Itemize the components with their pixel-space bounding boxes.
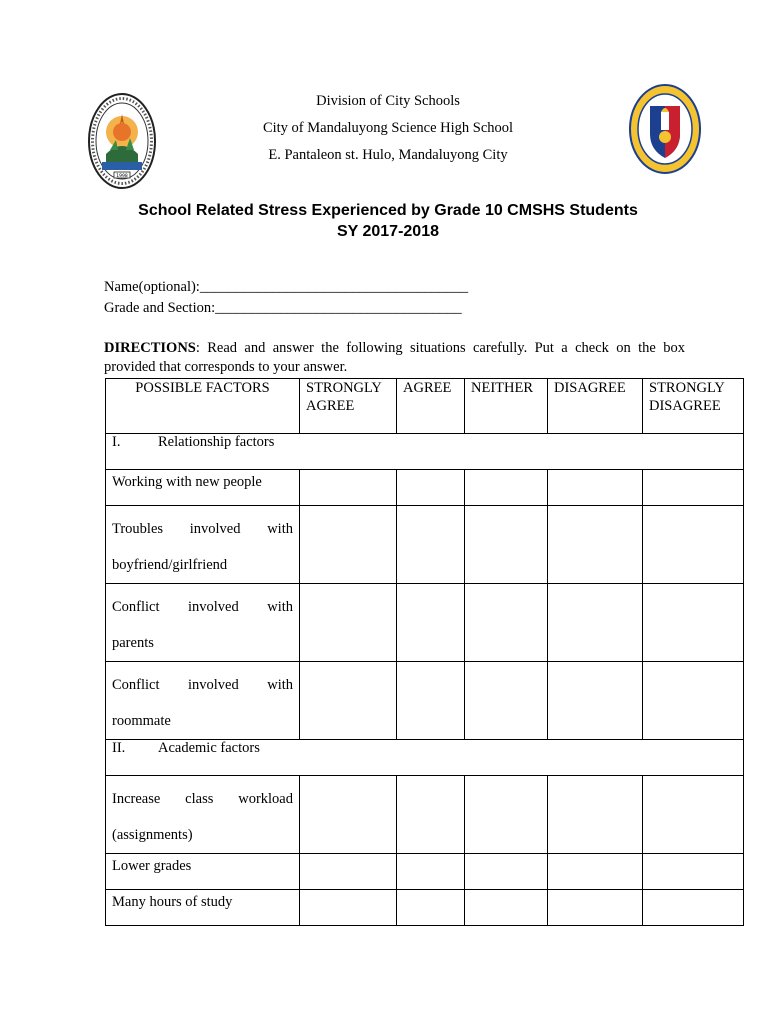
check-box[interactable]: [548, 776, 643, 854]
survey-title: School Related Stress Experienced by Grade 10 CMSHS Students: [138, 202, 638, 219]
section-heading: [106, 434, 744, 470]
check-box[interactable]: [548, 890, 643, 926]
check-box[interactable]: [300, 890, 397, 926]
check-box[interactable]: [548, 662, 643, 740]
table-row: [106, 470, 744, 506]
check-box[interactable]: [465, 470, 548, 506]
check-box[interactable]: [465, 662, 548, 740]
check-box[interactable]: [643, 890, 744, 926]
check-box[interactable]: [397, 854, 465, 890]
check-box[interactable]: [465, 854, 548, 890]
check-box[interactable]: [465, 890, 548, 926]
check-box[interactable]: [300, 584, 397, 662]
factor-label: Conflict involved with roommate: [106, 662, 300, 740]
check-box[interactable]: [300, 506, 397, 584]
header-school-name: City of Mandaluyong Science High School: [262, 120, 514, 136]
check-box[interactable]: [465, 506, 548, 584]
check-box[interactable]: [465, 776, 548, 854]
check-box[interactable]: [548, 854, 643, 890]
factor-label: Conflict involved with parents: [106, 584, 300, 662]
table-row: [106, 854, 744, 890]
table-row: [106, 776, 744, 854]
section-number: I.: [112, 434, 121, 450]
table-row: [106, 890, 744, 926]
section-label: Relationship factors: [158, 434, 275, 450]
check-box[interactable]: [643, 662, 744, 740]
table-row: [106, 506, 744, 584]
directions-text: [104, 339, 685, 377]
section-row: [106, 740, 744, 776]
check-box[interactable]: [300, 854, 397, 890]
factor-label: Troubles involved with boyfriend/girlfriend: [106, 506, 300, 584]
factor-label: Increase class workload (assignments): [106, 776, 300, 854]
check-box[interactable]: [300, 662, 397, 740]
check-box[interactable]: [397, 506, 465, 584]
check-box[interactable]: [397, 584, 465, 662]
directions-label: DIRECTIONS: [104, 340, 196, 356]
factor-label: Many hours of study: [106, 890, 300, 926]
factor-label: Lower grades: [106, 854, 300, 890]
directions-body: : Read and answer the following situations carefully. Put a check on the box provided that corresponds to your answer.: [104, 340, 685, 375]
name-field[interactable]: Name(optional):_____________________________________: [104, 279, 469, 295]
table-row: [106, 584, 744, 662]
section-label: Academic factors: [158, 740, 260, 756]
survey-school-year: SY 2017-2018: [336, 223, 439, 240]
check-box[interactable]: [548, 470, 643, 506]
column-header: DISAGREE: [548, 379, 643, 434]
column-header: NEITHER: [465, 379, 548, 434]
column-header: STRONGLY DISAGREE: [643, 379, 744, 434]
section-heading: [106, 740, 744, 776]
check-box[interactable]: [397, 662, 465, 740]
check-box[interactable]: [643, 776, 744, 854]
check-box[interactable]: [643, 470, 744, 506]
grade-section-field[interactable]: Grade and Section:__________________________________: [104, 300, 462, 316]
header-address: E. Pantaleon st. Hulo, Mandaluyong City: [268, 147, 508, 163]
column-header: POSSIBLE FACTORS: [106, 379, 300, 434]
check-box[interactable]: [397, 776, 465, 854]
check-box[interactable]: [465, 584, 548, 662]
survey-table: [105, 378, 744, 926]
section-number: II.: [112, 740, 126, 756]
check-box[interactable]: [643, 506, 744, 584]
column-header: AGREE: [397, 379, 465, 434]
check-box[interactable]: [300, 470, 397, 506]
table-header-row: [106, 379, 744, 434]
check-box[interactable]: [548, 584, 643, 662]
header-division: Division of City Schools: [316, 93, 460, 109]
check-box[interactable]: [397, 470, 465, 506]
table-row: [106, 662, 744, 740]
column-header: STRONGLY AGREE: [300, 379, 397, 434]
check-box[interactable]: [397, 890, 465, 926]
check-box[interactable]: [643, 854, 744, 890]
check-box[interactable]: [548, 506, 643, 584]
svg-text:1998: 1998: [116, 174, 128, 179]
section-row: [106, 434, 744, 470]
check-box[interactable]: [643, 584, 744, 662]
factor-label: Working with new people: [106, 470, 300, 506]
check-box[interactable]: [300, 776, 397, 854]
